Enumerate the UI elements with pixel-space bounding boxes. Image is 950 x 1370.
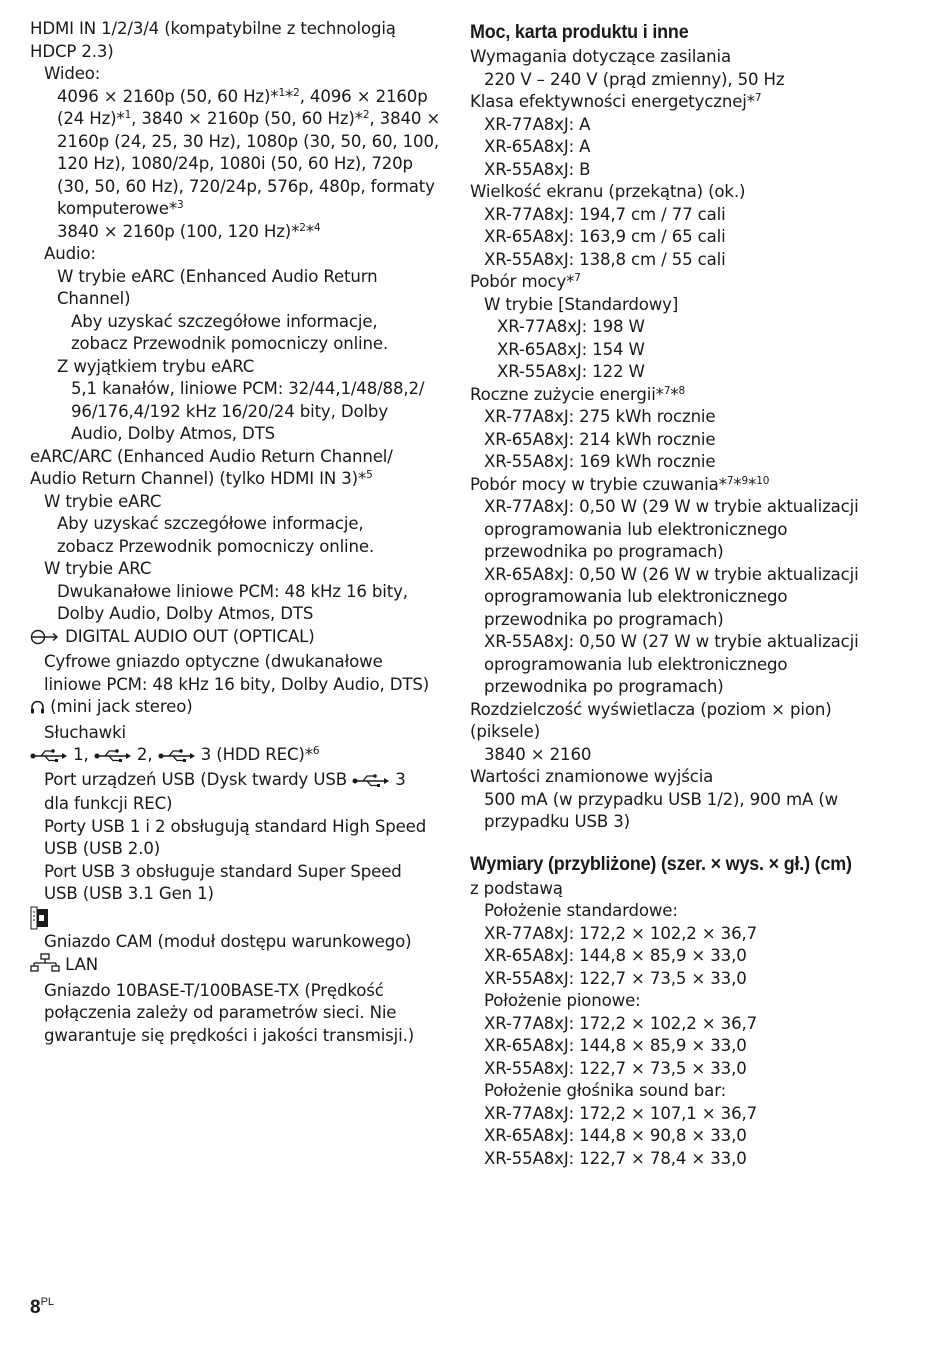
spec-line: zobacz Przewodnik pomocniczy online.	[71, 334, 389, 353]
spec-line: 3840 × 2160	[484, 744, 592, 764]
spec-line: oprogramowania lub elektronicznego	[484, 587, 788, 606]
spec-line: oprogramowania lub elektronicznego	[484, 519, 788, 539]
spec-line: W trybie eARC (Enhanced Audio Return	[57, 266, 378, 286]
spec-line: HDMI IN 1/2/3/4 (kompatybilne z technologią	[30, 19, 396, 38]
spec-line: Channel)	[57, 289, 131, 308]
spec-line: komputerowe*$^3$	[57, 199, 184, 218]
spec-line: Audio Return Channel) (tylko HDMI IN 3)*$^5$	[30, 469, 373, 488]
page-number: $8^{PL}$	[30, 1296, 55, 1318]
spec-line: XR-65A8xJ: 214 kWh rocznie	[484, 429, 716, 449]
spec-line: XR-65A8xJ: 0,50 W (26 W w trybie aktualizacji	[484, 564, 859, 584]
spec-line: USB (USB 3.1 Gen 1)	[44, 884, 214, 903]
spec-line: dla funkcji REC)	[44, 794, 173, 813]
spec-line: 5,1 kanałów, liniowe PCM: 32/44,1/48/88,2/	[71, 379, 425, 398]
spec-line: XR-55A8xJ: 0,50 W (27 W w trybie aktualizacji	[484, 632, 859, 651]
spec-line: XR-55A8xJ: 122,7 × 78,4 × 33,0	[484, 1148, 747, 1168]
spec-line: Słuchawki	[44, 722, 127, 742]
spec-line: XR-65A8xJ: A	[484, 137, 591, 156]
usb-icon	[94, 746, 132, 769]
usb-icon	[158, 746, 196, 769]
spec-line: XR-77A8xJ: 172,2 × 102,2 × 36,7	[484, 1013, 758, 1033]
spec-line: połączenia zależy od parametrów sieci. Nie	[44, 1003, 397, 1022]
spec-line: W trybie eARC	[44, 491, 162, 511]
spec-line: 2160p (24, 25, 30 Hz), 1080p (30, 50, 60, 100,	[57, 131, 439, 151]
spec-line: XR-77A8xJ: 0,50 W (29 W w trybie aktualizacji	[484, 497, 859, 516]
spec-line: Port urządzeń USB (Dysk twardy USB 3	[30, 769, 435, 794]
spec-line: Porty USB 1 i 2 obsługują standard High Speed	[44, 816, 427, 836]
spec-line: XR-77A8xJ: A	[484, 114, 591, 134]
section-heading: Moc, karta produktu i inne	[470, 21, 689, 43]
spec-line: Położenie standardowe:	[484, 901, 678, 920]
spec-line: XR-77A8xJ: 172,2 × 102,2 × 36,7	[484, 923, 758, 943]
spec-line: Gniazdo CAM (moduł dostępu warunkowego)	[44, 931, 412, 951]
spec-line: 500 mA (w przypadku USB 1/2), 900 mA (w	[484, 789, 839, 809]
spec-line: (24 Hz)*$^1$, 3840 × 2160p (50, 60 Hz)*$^2$, 3840 ×	[57, 109, 441, 128]
spec-line: Port USB 3 obsługuje standard Super Speed	[44, 861, 402, 881]
spec-line: Klasa efektywności energetycznej*$^7$	[470, 92, 762, 111]
spec-line: 220 V – 240 V (prąd zmienny), 50 Hz	[484, 69, 785, 89]
spec-line: XR-55A8xJ: 169 kWh rocznie	[484, 452, 716, 471]
spec-line: eARC/ARC (Enhanced Audio Return Channel/	[30, 446, 393, 466]
spec-label: Audio:	[44, 244, 96, 263]
spec-line: Aby uzyskać szczegółowe informacje,	[71, 311, 378, 331]
spec-line: 96/176,4/192 kHz 16/20/24 bity, Dolby	[71, 401, 388, 421]
spec-line: Aby uzyskać szczegółowe informacje,	[57, 514, 364, 533]
spec-line: XR-77A8xJ: 194,7 cm / 77 cali	[484, 204, 726, 224]
spec-line: Dolby Audio, Dolby Atmos, DTS	[57, 604, 314, 623]
spec-line: Pobór mocy w trybie czuwania*$^7$*$^9$*$^{10}$	[470, 474, 770, 494]
spec-line: (30, 50, 60 Hz), 720/24p, 576p, 480p, formaty	[57, 176, 435, 196]
usb-icon	[30, 746, 68, 769]
optical-out-icon	[30, 629, 60, 652]
spec-line: XR-65A8xJ: 163,9 cm / 65 cali	[484, 227, 726, 246]
left-column	[30, 18, 441, 1047]
spec-line: XR-77A8xJ: 198 W	[497, 317, 645, 336]
spec-line: Cyfrowe gniazdo optyczne (dwukanałowe	[44, 652, 383, 671]
spec-line: Dwukanałowe liniowe PCM: 48 kHz 16 bity,	[57, 581, 408, 601]
spec-label: Wideo:	[44, 64, 101, 83]
spec-line: 1, 2, 3 (HDD REC)*$^6$	[30, 744, 435, 769]
spec-line: XR-55A8xJ: 138,8 cm / 55 cali	[484, 249, 726, 269]
spec-line: XR-77A8xJ: 275 kWh rocznie	[484, 407, 716, 426]
spec-line: (piksele)	[470, 722, 541, 741]
spec-line: oprogramowania lub elektronicznego	[484, 654, 788, 674]
spec-line: Wymagania dotyczące zasilania	[470, 47, 732, 66]
language-code: PL	[40, 1296, 55, 1308]
spec-line: XR-77A8xJ: 172,2 × 107,1 × 36,7	[484, 1103, 758, 1123]
spec-line: przewodnika po programach)	[484, 677, 724, 696]
spec-line: XR-65A8xJ: 144,8 × 85,9 × 33,0	[484, 1036, 747, 1055]
spec-line: gwarantuje się prędkości i jakości transmisji.)	[44, 1025, 415, 1045]
spec-line: W trybie [Standardowy]	[484, 294, 679, 314]
spec-line: 4096 × 2160p (50, 60 Hz)*$^1$*$^2$, 4096 × 2160p	[57, 86, 428, 106]
spec-line: Rozdzielczość wyświetlacza (poziom × pion)	[470, 699, 832, 719]
spec-line: Audio, Dolby Atmos, DTS	[71, 424, 275, 443]
spec-line: XR-65A8xJ: 144,8 × 85,9 × 33,0	[484, 946, 747, 965]
spec-line: 120 Hz), 1080/24p, 1080i (50, 60 Hz), 720p	[57, 154, 413, 173]
spec-line: XR-55A8xJ: B	[484, 159, 591, 179]
spec-line: Położenie głośnika sound bar:	[484, 1081, 727, 1100]
spec-line: DIGITAL AUDIO OUT (OPTICAL)	[30, 626, 435, 652]
spec-line: HDCP 2.3)	[30, 41, 114, 61]
spec-line: Wielkość ekranu (przekątna) (ok.)	[470, 182, 746, 201]
spec-line: liniowe PCM: 48 kHz 16 bity, Dolby Audio, DTS)	[44, 674, 430, 694]
headphone-icon	[30, 699, 45, 722]
spec-line: (mini jack stereo)	[30, 696, 435, 722]
spec-line: Z wyjątkiem trybu eARC	[57, 356, 255, 376]
spec-line: Wartości znamionowe wyjścia	[470, 767, 714, 786]
spec-line: USB (USB 2.0)	[44, 839, 161, 858]
spec-line: z podstawą	[470, 878, 563, 898]
usb-icon	[352, 771, 390, 794]
spec-line: 3840 × 2160p (100, 120 Hz)*$^2$*$^4$	[57, 221, 321, 241]
spec-line: Pobór mocy*$^7$	[470, 272, 581, 291]
spec-line: Roczne zużycie energii*$^7$*$^8$	[470, 384, 686, 404]
spec-line: XR-65A8xJ: 154 W	[497, 339, 645, 359]
spec-line: Położenie pionowe:	[484, 991, 641, 1010]
lan-network-icon	[30, 953, 60, 980]
spec-line: Gniazdo 10BASE-T/100BASE-TX (Prędkość	[44, 980, 384, 1000]
spec-line: przypadku USB 3)	[484, 812, 630, 831]
spec-line: XR-65A8xJ: 144,8 × 90,8 × 33,0	[484, 1126, 747, 1145]
spec-line: przewodnika po programach)	[484, 542, 724, 561]
section-heading: Wymiary (przybliżone) (szer. × wys. × gł.) (cm)	[470, 852, 852, 875]
spec-line: przewodnika po programach)	[484, 609, 724, 629]
spec-line	[30, 906, 435, 931]
spec-line: W trybie ARC	[44, 559, 152, 578]
spec-line: zobacz Przewodnik pomocniczy online.	[57, 536, 375, 556]
spec-line: XR-55A8xJ: 122 W	[497, 362, 645, 381]
spec-line: XR-55A8xJ: 122,7 × 73,5 × 33,0	[484, 968, 747, 988]
spec-line: XR-55A8xJ: 122,7 × 73,5 × 33,0	[484, 1058, 747, 1078]
right-column	[470, 18, 880, 1170]
spec-line: LAN	[30, 953, 435, 980]
